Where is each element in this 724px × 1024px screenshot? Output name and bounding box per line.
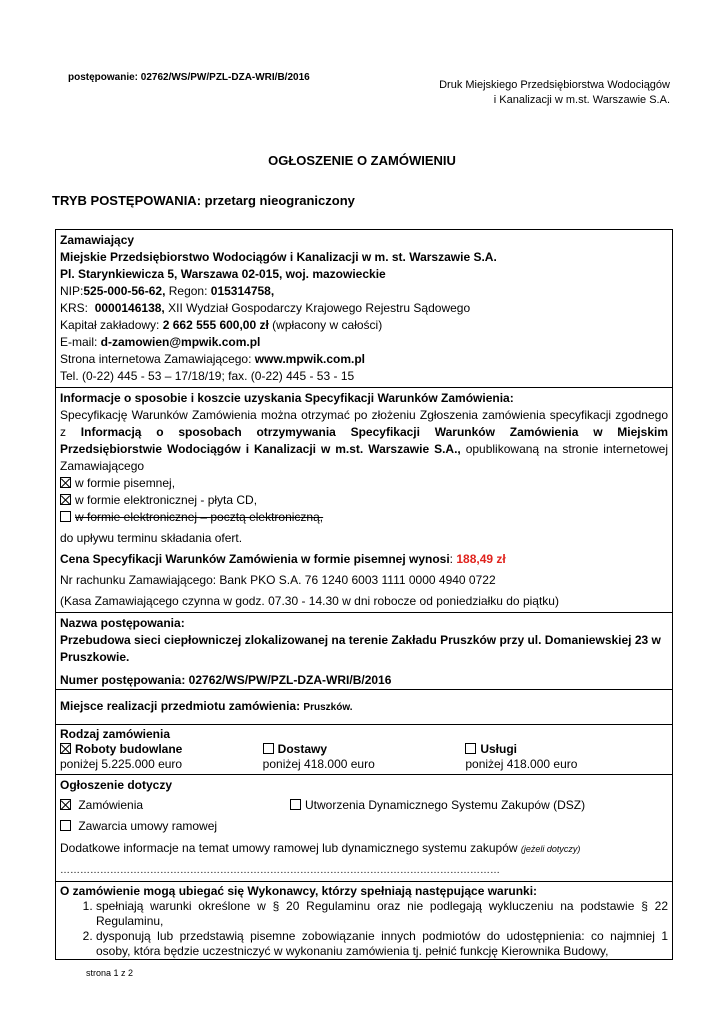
nip-label: NIP: [60, 284, 84, 298]
order-type-label: Dostawy [277, 742, 328, 756]
krs-label: KRS: [60, 301, 95, 315]
section-heading: Informacje o sposobie i koszcie uzyskania Specyfikacji Warunków Zamówienia: [60, 391, 514, 405]
location-value: Pruszków. [303, 702, 353, 713]
notice-option-label: Zawarcia umowy ramowej [78, 819, 218, 833]
procedure-mode: TRYB POSTĘPOWANIA: przetarg nieograniczony [52, 193, 355, 208]
format-option [60, 492, 668, 509]
capital-label: Kapitał zakładowy: [60, 318, 163, 332]
krs-value: 0000146138, [94, 301, 165, 315]
format-option-label: w formie elektronicznej – pocztą elektroniczną, [75, 510, 324, 524]
nip-value: 525-000-56-62, [83, 284, 166, 298]
condition-item: 2. dysponują lub przedstawią pisemne zobowiązanie innych podmiotów do udostępnienia: co najmniej 1 osoby, która będzie uczestniczyć w wykonaniu zamówienia tj. pełnić funkcję Kierownika Budowy, [96, 929, 668, 959]
bank-account: Nr rachunku Zamawiającego: Bank PKO S.A. 76 1240 6003 1111 0000 4940 0722 [60, 573, 496, 587]
format-option [60, 509, 668, 526]
procedure-name: Przebudowa sieci ciepłowniczej zlokalizowanej na terenie Zakładu Pruszków przy ul. Domaniewskiej 23 w Pruszkowie. [60, 633, 661, 664]
authority-name: Miejskie Przedsiębiorstwo Wodociągów i Kanalizacji w m. st. Warszawie S.A. [60, 250, 497, 264]
format-option-label: w formie pisemnej, [75, 476, 176, 490]
checked-checkbox-icon[interactable] [60, 477, 71, 488]
additional-info-note: (jeżeli dotyczy) [520, 844, 581, 854]
section-heading: Ogłoszenie dotyczy [60, 778, 173, 792]
price-line [60, 551, 668, 568]
section-conditions [56, 882, 672, 960]
website-label: Strona internetowa Zamawiającego: [60, 352, 255, 366]
form-header-line1: Druk Miejskiego Przedsiębiorstwa Wodociągów [439, 79, 670, 91]
authority-address: Pl. Starynkiewicza 5, Warszawa 02-015, woj. mazowieckie [60, 267, 386, 281]
location-label: Miejsce realizacji przedmiotu zamówienia: [60, 699, 304, 713]
email-link[interactable]: d-zamowien@mpwik.com.pl [100, 335, 261, 349]
threshold-supplies: poniżej 418.000 euro [262, 757, 375, 771]
section-heading: Zamawiający [60, 233, 135, 247]
spec-text-end: opublikowaną na stronie internetowej Zamawiającego [60, 442, 669, 473]
notice-option-label: Utworzenia Dynamicznego Systemu Zakupów (DSZ) [305, 798, 586, 812]
section-heading: O zamówienie mogą ubiegać się Wykonawcy, którzy spełniają następujące warunki: [60, 884, 538, 898]
website-line [60, 351, 668, 368]
order-type-options [60, 742, 668, 757]
procedure-number: Numer postępowania: 02762/WS/PW/PZL-DZA-WRI/B/2016 [60, 673, 392, 687]
page-number: strona 1 z 2 [86, 968, 134, 978]
price-label: Cena Specyfikacji Warunków Zamówienia w formie pisemnej wynosi [60, 552, 450, 566]
checkbox-icon[interactable] [60, 511, 71, 522]
threshold-works: poniżej 5.225.000 euro [60, 757, 183, 771]
additional-info-dots: …………………………………………………………………………………………………………………… [60, 865, 500, 876]
email-label: E-mail: [60, 335, 101, 349]
checkbox-icon[interactable] [263, 743, 274, 754]
additional-info [60, 840, 668, 857]
website-link[interactable]: www.mpwik.com.pl [254, 352, 366, 366]
section-location [56, 690, 672, 725]
nip-regon-line [60, 283, 668, 300]
email-line [60, 334, 668, 351]
section-specification [56, 388, 672, 613]
format-option-label: w formie elektronicznej - płyta CD, [75, 493, 258, 507]
section-procedure-name [56, 613, 672, 690]
checked-checkbox-icon[interactable] [60, 494, 71, 505]
order-type-supplies [263, 742, 466, 757]
checkbox-icon[interactable] [465, 743, 476, 754]
notice-option-framework [60, 818, 668, 834]
spec-text-start: Specyfikację Warunków Zamówienia można otrzymać po złożeniu Zgłoszenia zamówienia specyfikacji zgodnego z [60, 408, 668, 439]
notice-option-label: Zamówienia [78, 798, 144, 812]
document-title: OGŁOSZENIE O ZAMÓWIENIU [268, 153, 456, 168]
form-header-line2: i Kanalizacji w m.st. Warszawie S.A. [493, 94, 670, 106]
section-notice-concerns [56, 775, 672, 882]
regon-value: 015314758, [210, 284, 275, 298]
cashier-hours: (Kasa Zamawiającego czynna w godz. 07.30 - 14.30 w dni robocze od poniedziałku do piątku) [60, 594, 559, 608]
price-colon: : [449, 552, 457, 566]
checked-checkbox-icon[interactable] [60, 799, 71, 810]
order-type-label: Usługi [480, 742, 518, 756]
conditions-list [60, 899, 668, 959]
notice-option-order [60, 797, 290, 813]
additional-info-label: Dodatkowe informacje na temat umowy ramowej lub dynamicznego systemu zakupów [60, 841, 521, 855]
notice-table [55, 229, 673, 960]
spec-text-bold: Informacją o sposobach otrzymywania Specyfikacji Warunków Zamówienia w Miejskim Przedsiębiorstwie Wodociągów i Kanalizacji w m.st. Warszawie S.A., [60, 425, 668, 456]
format-option [60, 475, 668, 492]
condition-item: 1. spełniają warunki określone w § 20 Regulaminu oraz nie podlegają wykluczeniu na podstawie § 22 Regulaminu, [96, 899, 668, 929]
deadline-text: do upływu terminu składania ofert. [60, 531, 243, 545]
section-heading: Nazwa postępowania: [60, 616, 185, 630]
section-heading: Rodzaj zamówienia [60, 727, 171, 741]
capital-value: 2 662 555 600,00 zł [162, 318, 269, 332]
capital-line [60, 317, 668, 334]
order-type-works [60, 742, 263, 757]
order-type-thresholds [60, 757, 668, 772]
regon-label: Regon: [165, 284, 211, 298]
threshold-services: poniżej 418.000 euro [465, 757, 578, 771]
section-order-type [56, 725, 672, 775]
checkbox-icon[interactable] [60, 820, 71, 831]
price-value: 188,49 zł [456, 552, 506, 566]
form-header [439, 78, 670, 108]
checked-checkbox-icon[interactable] [60, 743, 71, 754]
phone-fax-line: Tel. (0-22) 445 - 53 – 17/18/19; fax. (0-22) 445 - 53 - 15 [60, 369, 355, 383]
case-reference: postępowanie: 02762/WS/PW/PZL-DZA-WRI/B/2016 [68, 72, 310, 83]
section-contracting-authority [56, 230, 672, 388]
order-type-services [465, 742, 668, 757]
krs-register: XII Wydział Gospodarczy Krajowego Rejestru Sądowego [164, 301, 471, 315]
notice-option-dsz [290, 797, 585, 813]
notice-options-row [60, 797, 668, 813]
checkbox-icon[interactable] [290, 799, 301, 810]
order-type-label: Roboty budowlane [75, 742, 183, 756]
specification-description [60, 407, 668, 475]
krs-line [60, 300, 668, 317]
capital-note: (wpłacony w całości) [268, 318, 383, 332]
